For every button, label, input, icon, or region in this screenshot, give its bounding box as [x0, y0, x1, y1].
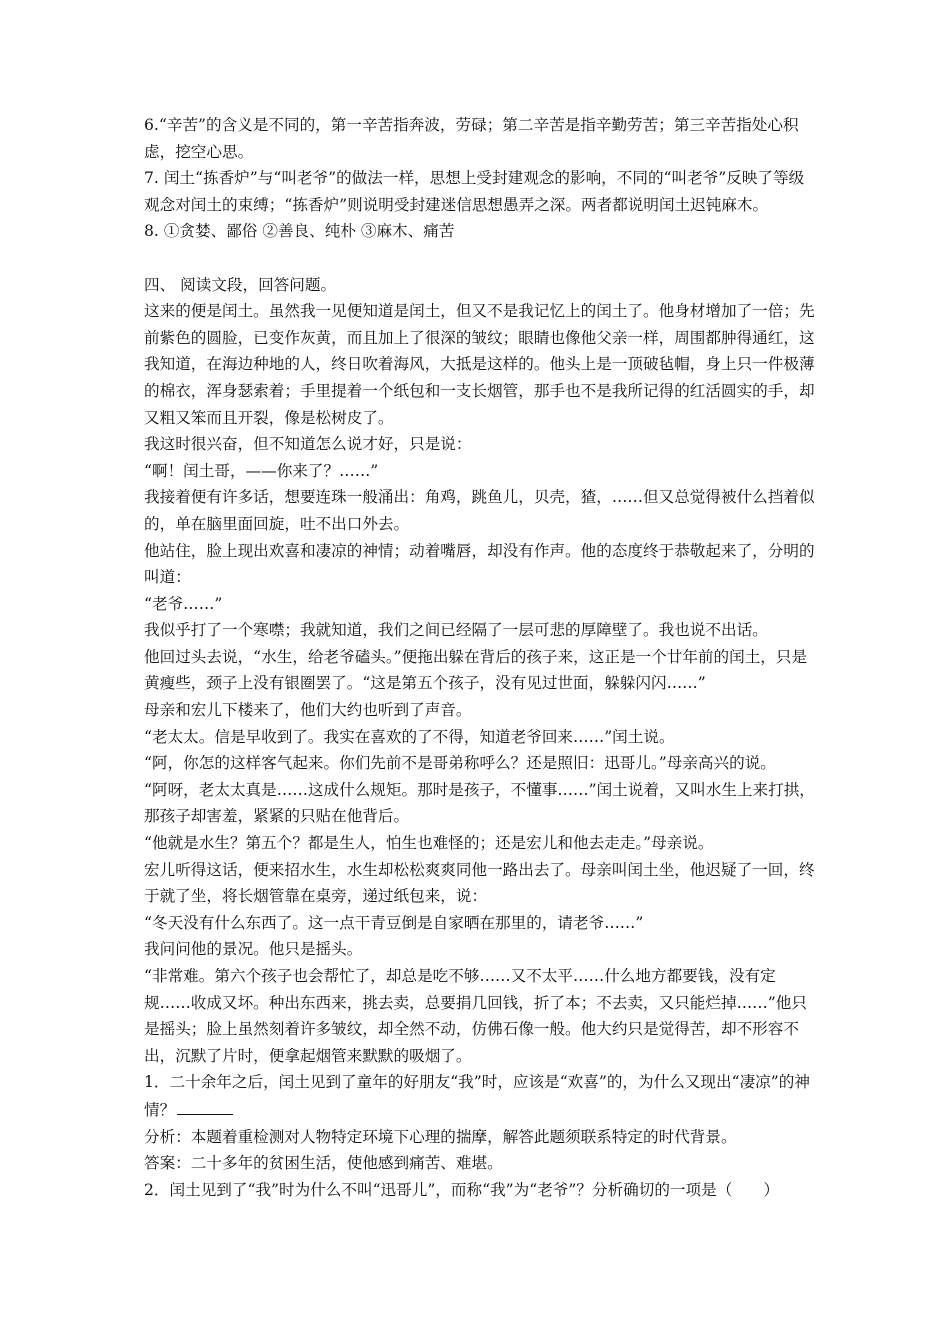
passage-paragraph: 我这时很兴奋，但不知道怎么说才好，只是说： [144, 435, 472, 454]
question-2: 2．闰土见到了“我”时为什么不叫“迅哥儿”，而称“我”为“老爷”？分析确切的一项是（ ） [144, 1180, 780, 1199]
passage-paragraph: 我似乎打了一个寒噤；我就知道，我们之间已经隔了一层可悲的厚障壁了。我也说不出话。 [144, 621, 768, 640]
answer-6: 6.“辛苦”的含义是不同的，第一辛苦指奔波，劳碌；第二辛苦是指辛勤劳苦；第三辛苦指处心积虑，挖空心思。 [144, 116, 799, 161]
passage-paragraph: “啊！闰土哥，——你来了？……” [144, 461, 379, 480]
question-1-analysis: 分析：本题着重检测对人物特定环境下心理的揣摩，解答此题须联系特定的时代背景。 [144, 1127, 737, 1146]
question-1-text: 1．二十余年之后，闰土见到了童年的好朋友“我”时，应该是“欢喜”的，为什么又现出“凄凉”的神情？ [144, 1073, 810, 1119]
question-1-answer: 答案：二十多年的贫困生活，使他感到痛苦、难堪。 [144, 1154, 503, 1173]
answer-blank [177, 1096, 233, 1115]
passage-paragraph: “他就是水生？第五个？都是生人，怕生也难怪的；还是宏儿和他去走走。”母亲说。 [144, 834, 714, 853]
passage-paragraph: “阿呀，老太太真是……这成什么规矩。那时是孩子，不懂事……”闰土说着，又叫水生上来打拱，那孩子却害羞，紧紧的只贴在他背后。 [144, 780, 815, 826]
passage-paragraph: 我接着便有许多话，想要连珠一般涌出：角鸡，跳鱼儿，贝壳，猹，……但又总觉得被什么挡着似的，单在脑里面回旋，吐不出口外去。 [144, 488, 815, 533]
passage-paragraph: “冬天没有什么东西了。这一点干青豆倒是自家晒在那里的，请老爷……” [144, 913, 644, 932]
passage-paragraph: 我问问他的景况。他只是摇头。 [144, 940, 363, 959]
document-page [144, 112, 816, 1203]
passage-paragraph: 他站住，脸上现出欢喜和凄凉的神情；动着嘴唇，却没有作声。他的态度终于恭敬起来了，分明的叫道： [144, 541, 815, 587]
passage-paragraph: 他回过头去说，“水生，给老爷磕头。”便拖出躲在背后的孩子来，这正是一个廿年前的闰土，只是黄瘦些，颈子上没有银圈罢了。“这是第五个孩子，没有见过世面，躲躲闪闪……” [144, 647, 808, 693]
answer-8: 8. ①贪婪、鄙俗 ②善良、纯朴 ③麻木、痛苦 [144, 222, 455, 241]
question-1 [144, 1069, 816, 1123]
answer-7: 7. 闰土“拣香炉”与“叫老爷”的做法一样，思想上受封建观念的影响，不同的“叫老爷”反映了等级观念对闰土的束缚；“拣香炉”则说明受封建迷信思想愚弄之深。两者都说明闰土迟钝麻木。 [144, 169, 805, 214]
passage-paragraph: 这来的便是闰土。虽然我一见便知道是闰土，但又不是我记忆上的闰土了。他身材增加了一倍；先前紫色的圆脸，已变作灰黄，而且加上了很深的皱纹；眼睛也像他父亲一样，周围都肿得通红，这我知道，在海边种地的人，终日吹着海风，大抵是这样的。他头上是一顶破毡帽，身上只一件极薄的棉衣，浑身瑟索着；手里提着一个纸包和一支长烟管，那手也不是我所记得的红活圆实的手，却又粗又笨而且开裂，像是松树皮了。 [144, 302, 815, 427]
passage-paragraph: 宏儿听得这话，便来招水生，水生却松松爽爽同他一路出去了。母亲叫闰土坐，他迟疑了一回，终于就了坐，将长烟管靠在桌旁，递过纸包来，说： [144, 860, 815, 906]
section-heading: 四、 阅读文段，回答问题。 [144, 275, 337, 294]
passage-paragraph: “老爷……” [144, 594, 223, 613]
passage-paragraph: 母亲和宏儿下楼来了，他们大约也听到了声音。 [144, 701, 472, 720]
passage-paragraph: “非常难。第六个孩子也会帮忙了，却总是吃不够……又不太平……什么地方都要钱，没有定规……收成又坏。种出东西来，挑去卖，总要捐几回钱，折了本；不去卖，又只能烂掉……”他只是摇头；脸上虽然刻着许多皱纹，却全然不动，仿佛石像一般。他大约只是觉得苦，却不形容不出，沉默了片时，便拿起烟管来默默的吸烟了。 [144, 967, 807, 1065]
blank-line [144, 245, 816, 272]
passage-paragraph: “老太太。信是早收到了。我实在喜欢的了不得，知道老爷回来……”闰土说。 [144, 727, 675, 746]
passage-paragraph: “阿，你怎的这样客气起来。你们先前不是哥弟称呼么？还是照旧：迅哥儿。”母亲高兴的说。 [144, 754, 776, 773]
